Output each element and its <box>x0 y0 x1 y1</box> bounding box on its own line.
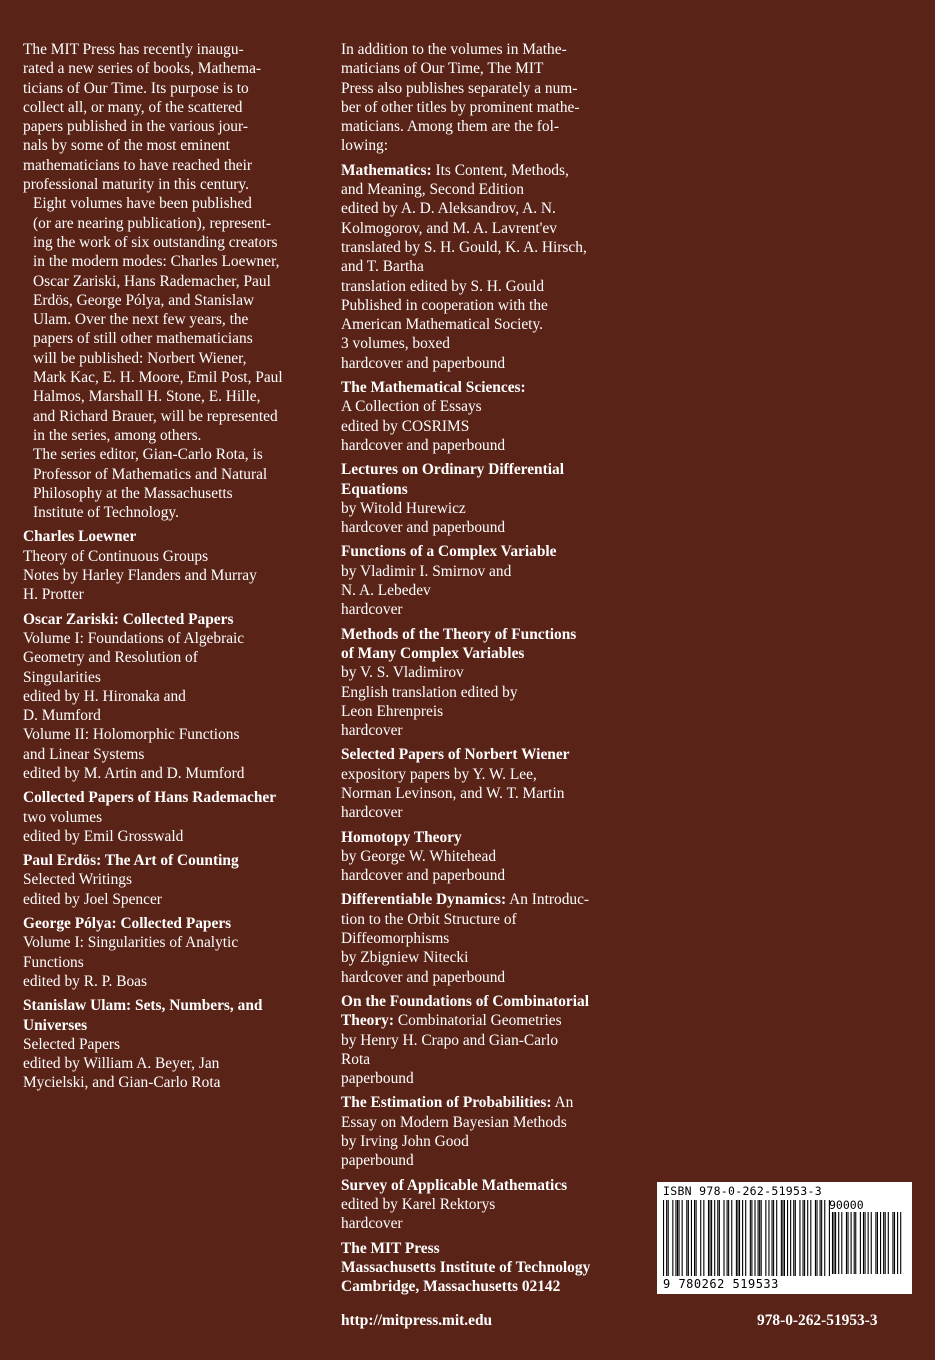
barcode-bar <box>737 1200 738 1276</box>
book-title-bold: Survey of Applicable Mathematics <box>341 1176 568 1194</box>
barcode-bar <box>761 1200 762 1276</box>
barcode-bar <box>751 1200 752 1276</box>
barcode-bar <box>803 1200 804 1276</box>
barcode-bar <box>838 1212 839 1274</box>
book-entry <box>23 610 315 784</box>
book-title <box>341 625 631 644</box>
text-line: Geometry and Resolution of <box>23 649 198 667</box>
text-line: translated by S. H. Gould, K. A. Hirsch, <box>341 238 587 256</box>
barcode-bar <box>754 1200 755 1276</box>
barcode-bar <box>694 1200 695 1276</box>
text-line: edited by A. D. Aleksandrov, A. N. <box>341 200 556 218</box>
barcode-bar <box>832 1212 833 1274</box>
text-line: Volume II: Holomorphic Functions <box>23 726 240 744</box>
barcode-bar <box>666 1200 667 1276</box>
barcode-bar <box>708 1200 709 1276</box>
barcode-bar <box>688 1200 689 1276</box>
text-line: by Witold Hurewicz <box>341 499 466 517</box>
book-title-bold: Lectures on Ordinary Differential <box>341 461 564 479</box>
barcode-bar <box>835 1212 836 1274</box>
text-line: hardcover and paperbound <box>341 354 506 372</box>
barcode-bar <box>892 1212 893 1274</box>
text-line: Rota <box>341 1050 371 1068</box>
book-title: George Pólya: Collected Papers <box>23 915 232 933</box>
book-entry <box>341 378 631 455</box>
text-line: edited by M. Artin and D. Mumford <box>23 764 245 782</box>
book-entry <box>23 851 315 909</box>
other-titles-intro <box>341 40 631 156</box>
barcode-bar <box>776 1200 777 1276</box>
book-title-bold: Differentiable Dynamics: <box>341 891 507 909</box>
barcode-bar <box>877 1212 878 1274</box>
barcode-bar <box>691 1200 692 1276</box>
barcode-bar <box>790 1200 791 1276</box>
text-line: edited by Karel Rektorys <box>341 1195 496 1213</box>
text-line: Leon Ehrenpreis <box>341 702 444 720</box>
text-line: and Richard Brauer, will be represented <box>33 407 278 425</box>
book-entry <box>341 460 631 537</box>
text-line: Professor of Mathematics and Natural <box>33 465 268 483</box>
text-line: edited by R. P. Boas <box>23 972 147 990</box>
barcode-bar <box>679 1200 680 1276</box>
barcode-bar <box>851 1212 852 1274</box>
book-entry <box>341 745 631 822</box>
barcode-bar <box>841 1212 842 1274</box>
text-line: N. A. Lebedev <box>341 582 431 600</box>
text-line: ing the work of six outstanding creators <box>33 233 278 251</box>
text-line: Notes by Harley Flanders and Murray <box>23 567 257 585</box>
barcode-bar <box>875 1212 876 1274</box>
text-line: Selected Writings <box>23 871 132 889</box>
barcode-bar <box>894 1212 895 1274</box>
barcode-bar <box>807 1200 808 1276</box>
barcode-bar <box>834 1212 835 1274</box>
barcode-bar <box>846 1212 847 1274</box>
right-column <box>341 40 631 1296</box>
barcode-bar <box>736 1200 737 1276</box>
book-title <box>341 828 631 847</box>
barcode-bar <box>821 1200 822 1276</box>
publisher-block <box>341 1239 631 1297</box>
text-line: Theory of Continuous Groups <box>23 547 209 565</box>
text-line: hardcover <box>341 804 403 822</box>
barcode-bar <box>871 1212 872 1274</box>
text-line: Halmos, Marshall H. Stone, E. Hille, <box>33 388 261 406</box>
barcode-bar <box>686 1200 687 1276</box>
text-line: American Mathematical Society. <box>341 316 543 334</box>
barcode-bar <box>703 1200 704 1276</box>
text-line: by Henry H. Crapo and Gian-Carlo <box>341 1031 559 1049</box>
editor-paragraph <box>23 445 315 522</box>
book-title-bold: Mathematics: <box>341 161 432 179</box>
publisher-address-line: Massachusetts Institute of Technology <box>341 1258 591 1276</box>
text-line: Volume I: Foundations of Algebraic <box>23 629 245 647</box>
text-line: D. Mumford <box>23 707 101 725</box>
text-line: expository papers by Y. W. Lee, <box>341 765 537 783</box>
text-line: The series editor, Gian-Carlo Rota, is <box>33 446 263 464</box>
text-line: ticians of Our Time. Its purpose is to <box>23 79 249 97</box>
barcode-bar <box>682 1200 683 1276</box>
book-title-bold: of Many Complex Variables <box>341 644 525 662</box>
other-book-list <box>341 161 631 1234</box>
barcode-bar <box>820 1200 821 1276</box>
book-title <box>341 542 631 561</box>
barcode-bar <box>900 1212 901 1274</box>
barcode-bar <box>795 1200 796 1276</box>
barcode-bar <box>759 1200 760 1276</box>
barcode-bar <box>824 1200 825 1276</box>
text-line: will be published: Norbert Wiener, <box>33 349 247 367</box>
barcode-bar <box>745 1200 746 1276</box>
book-title-bold: Methods of the Theory of Functions <box>341 625 577 643</box>
barcode-bar <box>675 1200 676 1276</box>
barcode-bar <box>793 1200 794 1276</box>
text-line: and Linear Systems <box>23 745 145 763</box>
book-title-bold: Theory: <box>341 1012 395 1030</box>
text-line: H. Protter <box>23 586 84 604</box>
text-line: Kolmogorov, and M. A. Lavrent'ev <box>341 219 557 237</box>
text-line: Philosophy at the Massachusetts <box>33 484 233 502</box>
barcode-bar <box>719 1200 720 1276</box>
book-entry <box>341 625 631 741</box>
barcode-bar <box>854 1212 855 1274</box>
book-title <box>341 1176 631 1195</box>
barcode-bar <box>663 1200 664 1276</box>
text-line: Institute of Technology. <box>33 504 179 522</box>
text-line: 3 volumes, boxed <box>341 335 451 353</box>
text-line: edited by William A. Beyer, Jan <box>23 1055 220 1073</box>
barcode-bar <box>714 1200 715 1276</box>
text-line: nals by some of the most eminent <box>23 137 230 155</box>
barcode-bar <box>810 1200 811 1276</box>
barcode-bar <box>696 1200 697 1276</box>
text-line: The MIT Press has recently inaugu- <box>23 41 244 58</box>
text-line: hardcover <box>341 722 403 740</box>
book-title-bold: Functions of a Complex Variable <box>341 543 557 561</box>
text-line: by Zbigniew Nitecki <box>341 949 469 967</box>
book-title <box>341 480 631 499</box>
barcode-bar <box>668 1200 669 1276</box>
book-title-rest: Its Content, Methods, <box>431 161 569 179</box>
book-title-bold: The Estimation of Probabilities: <box>341 1094 552 1112</box>
barcode-bar <box>742 1200 743 1276</box>
book-title: Universes <box>23 1016 88 1034</box>
text-line: (or are nearing publication), represent- <box>33 214 272 232</box>
intro-paragraph <box>23 40 315 194</box>
text-line: and Meaning, Second Edition <box>341 181 524 199</box>
book-entry <box>341 1093 631 1170</box>
text-line: by Vladimir I. Smirnov and <box>341 562 512 580</box>
text-line: by V. S. Vladimirov <box>341 664 464 682</box>
text-line: hardcover and paperbound <box>341 867 506 885</box>
text-line: professional maturity in this century. <box>23 176 249 194</box>
text-line: Selected Papers <box>23 1035 121 1053</box>
text-line: lowing: <box>341 137 389 155</box>
book-title-bold: Equations <box>341 480 408 498</box>
book-title <box>341 1011 631 1030</box>
book-title <box>341 644 631 663</box>
isbn-text: 978-0-262-51953-3 <box>757 1312 878 1329</box>
book-entry <box>23 788 315 846</box>
barcode-bar <box>880 1212 881 1274</box>
barcode-digits: 9 780262 519533 <box>663 1277 779 1291</box>
book-title <box>341 745 631 764</box>
text-line: hardcover and paperbound <box>341 519 506 537</box>
barcode-bar <box>711 1200 712 1276</box>
text-line: paperbound <box>341 1070 414 1088</box>
book-entry <box>23 996 315 1092</box>
book-title-rest: An Introduc- <box>506 891 590 909</box>
text-line: hardcover and paperbound <box>341 436 506 454</box>
text-line: English translation edited by <box>341 683 518 701</box>
book-title-bold: Selected Papers of Norbert Wiener <box>341 746 570 764</box>
barcode-bar <box>781 1200 782 1276</box>
text-line: Norman Levinson, and W. T. Martin <box>341 784 565 802</box>
book-title <box>341 378 631 397</box>
publisher-address-line: Cambridge, Massachusetts 02142 <box>341 1278 561 1296</box>
book-entry <box>341 542 631 619</box>
barcode-bar <box>728 1200 729 1276</box>
text-line: Diffeomorphisms <box>341 930 450 948</box>
barcode-bar <box>765 1200 766 1276</box>
barcode-isbn-label: ISBN 978-0-262-51953-3 <box>663 1184 822 1198</box>
text-line: Oscar Zariski, Hans Rademacher, Paul <box>33 272 271 290</box>
book-title <box>341 460 631 479</box>
barcode-bar <box>787 1200 788 1276</box>
text-line: in the modern modes: Charles Loewner, <box>33 253 280 271</box>
barcode-bar <box>868 1212 869 1274</box>
text-line: Eight volumes have been published <box>33 195 252 213</box>
text-line: maticians of Our Time, The MIT <box>341 60 544 78</box>
barcode-bar <box>731 1200 732 1276</box>
book-title <box>341 161 631 180</box>
text-line: Mark Kac, E. H. Moore, Emil Post, Paul <box>33 369 283 387</box>
text-line: Volume I: Singularities of Analytic <box>23 934 239 952</box>
text-line: in the series, among others. <box>33 426 202 444</box>
book-title <box>341 890 631 909</box>
book-entry <box>341 1176 631 1234</box>
book-entry <box>23 527 315 604</box>
text-line: paperbound <box>341 1152 414 1170</box>
barcode-bar <box>773 1200 774 1276</box>
text-line: by George W. Whitehead <box>341 847 497 865</box>
barcode-bar <box>672 1200 673 1276</box>
text-line: tion to the Orbit Structure of <box>341 910 517 928</box>
barcode-bar <box>768 1200 769 1276</box>
barcode-bar <box>815 1200 816 1276</box>
text-line: by Irving John Good <box>341 1133 469 1151</box>
book-title: Paul Erdös: The Art of Counting <box>23 852 239 870</box>
text-line: hardcover <box>341 601 403 619</box>
book-entry <box>23 914 315 991</box>
barcode-bar <box>750 1200 751 1276</box>
barcode-bar <box>700 1200 701 1276</box>
book-title <box>341 992 631 1011</box>
text-line: Essay on Modern Bayesian Methods <box>341 1113 567 1131</box>
text-line: Ulam. Over the next few years, the <box>33 311 249 329</box>
barcode-bar <box>863 1212 864 1274</box>
text-line: rated a new series of books, Mathema- <box>23 60 262 78</box>
text-line: mathematicians to have reached their <box>23 156 253 174</box>
book-title-rest: An <box>551 1094 574 1112</box>
text-line: edited by Emil Grosswald <box>23 827 184 845</box>
barcode-bar <box>784 1200 785 1276</box>
book-entry <box>341 890 631 986</box>
barcode-bar <box>717 1200 718 1276</box>
text-line: hardcover <box>341 1215 403 1233</box>
barcode-bar <box>710 1200 711 1276</box>
barcode-addon-digits: 90000 <box>829 1198 864 1212</box>
book-title-bold: On the Foundations of Combinatorial <box>341 992 589 1010</box>
text-line: Press also publishes separately a num- <box>341 79 578 97</box>
series-book-list <box>23 527 315 1092</box>
barcode-bar <box>888 1212 889 1274</box>
text-line: hardcover and paperbound <box>341 968 506 986</box>
book-title: Oscar Zariski: Collected Papers <box>23 610 234 628</box>
book-title-rest: Combinatorial Geometries <box>394 1012 562 1030</box>
barcode-bar <box>782 1200 783 1276</box>
barcode-bar <box>883 1212 884 1274</box>
barcode-bar <box>677 1200 678 1276</box>
barcode-bar <box>723 1200 724 1276</box>
barcode-bar <box>804 1200 805 1276</box>
barcode-bar <box>816 1200 817 1276</box>
barcode-bar <box>799 1200 800 1276</box>
publisher-url[interactable]: http://mitpress.mit.edu <box>341 1312 493 1329</box>
barcode-bar <box>739 1200 740 1276</box>
book-title: Collected Papers of Hans Rademacher <box>23 789 277 807</box>
barcode-bar <box>897 1212 898 1274</box>
text-line: edited by Joel Spencer <box>23 890 162 908</box>
barcode-bar <box>727 1200 728 1276</box>
text-line: papers of still other mathematicians <box>33 330 253 348</box>
book-entry <box>341 828 631 886</box>
text-line: collect all, or many, of the scattered <box>23 98 243 116</box>
text-line: edited by COSRIMS <box>341 417 470 435</box>
book-title: Charles Loewner <box>23 528 137 546</box>
barcode-bar <box>855 1212 856 1274</box>
left-column <box>23 40 315 1093</box>
book-title: Stanislaw Ulam: Sets, Numbers, and <box>23 997 263 1015</box>
text-line: Published in cooperation with the <box>341 296 548 314</box>
barcode-bars <box>663 1200 906 1278</box>
text-line: ber of other titles by prominent mathe- <box>341 98 580 116</box>
barcode-bar <box>772 1200 773 1276</box>
text-line: Mycielski, and Gian-Carlo Rota <box>23 1074 221 1092</box>
barcode-bar <box>860 1212 861 1274</box>
book-title-bold: Homotopy Theory <box>341 828 462 846</box>
isbn-barcode <box>657 1182 912 1294</box>
book-entry <box>341 161 631 373</box>
book-entry <box>341 992 631 1088</box>
barcode-bar <box>865 1212 866 1274</box>
volumes-paragraph <box>23 194 315 445</box>
barcode-bar <box>758 1200 759 1276</box>
text-line: translation edited by S. H. Gould <box>341 277 545 295</box>
text-line: two volumes <box>23 808 103 826</box>
text-line: A Collection of Essays <box>341 398 482 416</box>
book-title-bold: The Mathematical Sciences: <box>341 379 526 397</box>
text-line: Singularities <box>23 668 101 686</box>
text-line: maticians. Among them are the fol- <box>341 118 559 136</box>
book-title <box>341 1093 631 1112</box>
text-line: In addition to the volumes in Mathe- <box>341 41 567 58</box>
barcode-bar <box>885 1212 886 1274</box>
barcode-bar <box>847 1212 848 1274</box>
publisher-name: The MIT Press <box>341 1239 440 1257</box>
text-line: edited by H. Hironaka and <box>23 687 186 705</box>
text-line: Functions <box>23 953 84 971</box>
text-line: Erdös, George Pólya, and Stanislaw <box>33 291 255 309</box>
text-line: and T. Bartha <box>341 258 424 276</box>
text-line: papers published in the various jour- <box>23 118 248 136</box>
